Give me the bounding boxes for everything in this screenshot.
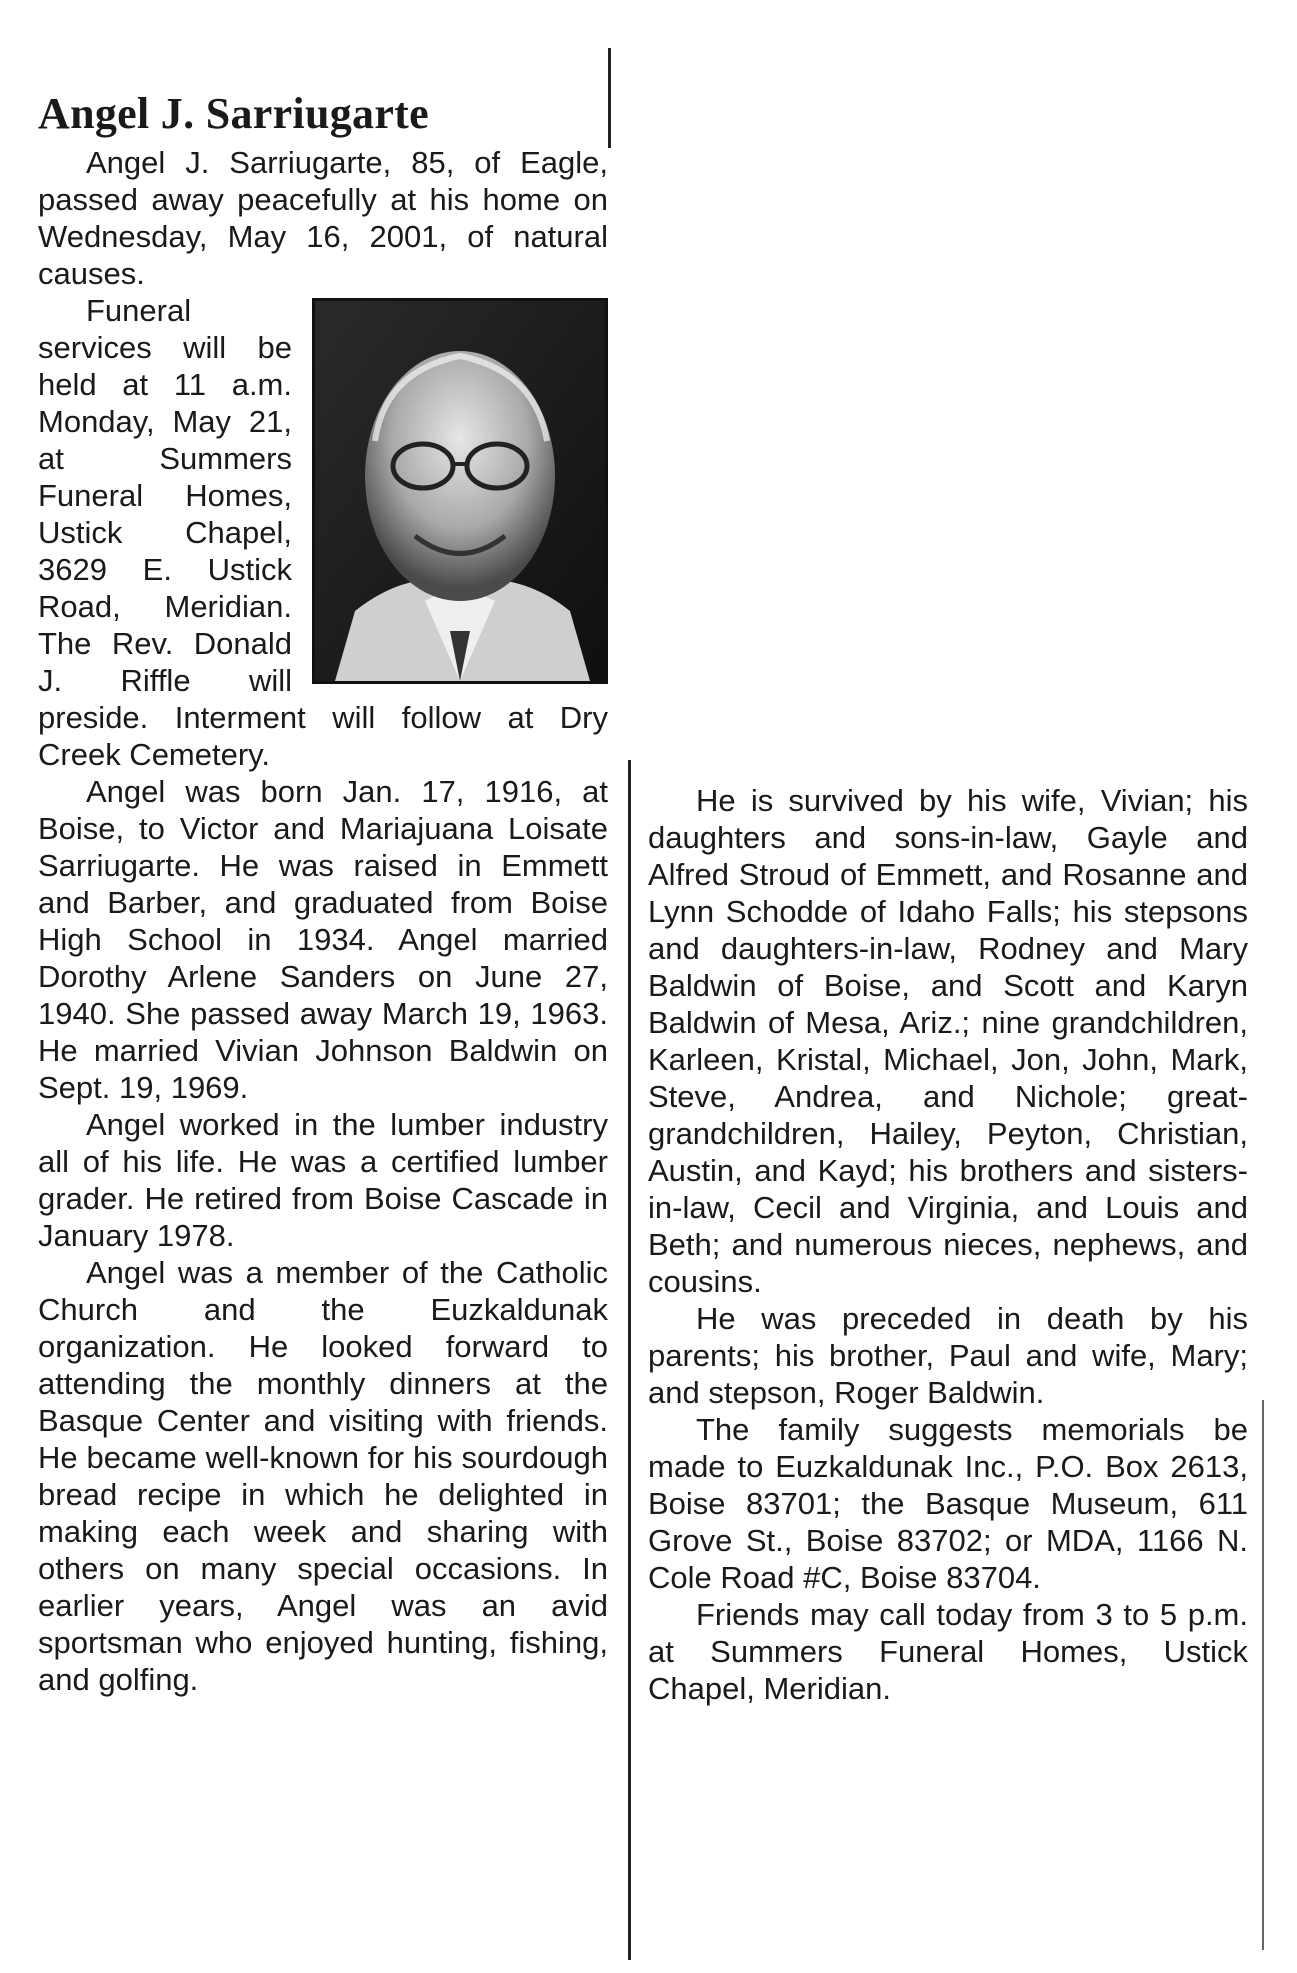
column-rule: [608, 48, 611, 148]
obituary-paragraph: He was preceded in death by his parents; his brother, Paul and wife, Mary; and stepson, Roger Baldwin.: [648, 1301, 1248, 1410]
obituary-paragraph: Angel worked in the lumber industry all of his life. He was a certified lumber grader. He retired from Boise Cascade in January 1978.: [38, 1107, 608, 1253]
obituary-paragraph: Friends may call today from 3 to 5 p.m. at Summers Funeral Homes, Ustick Chapel, Meridian.: [648, 1597, 1248, 1706]
obituary-paragraph: Funeral services will be held at 11 a.m. Monday, May 21, at Summers Funeral Homes, Ustick Chapel, 3629 E. Ustick Road, Meridian. The Rev. Donald J. Riffle will preside. Interment will follow at Dry Creek Cemetery.: [38, 293, 608, 772]
obituary-paragraph: The family suggests memorials be made to Euzkaldunak Inc., P.O. Box 2613, Boise 83701; the Basque Museum, 611 Grove St., Boise 83702; or MDA, 1166 N. Cole Road #C, Boise 83704.: [648, 1412, 1248, 1595]
obituary-paragraph: He is survived by his wife, Vivian; his daughters and sons-in-law, Gayle and Alfred Stroud of Emmett, and Rosanne and Lynn Schodde of Idaho Falls; his stepsons and daughters-in-law, Rodney and Mary Baldwin of Boise, and Scott and Karyn Baldwin of Mesa, Ariz.; nine grandchildren, Karleen, Kristal, Michael, Jon, John, Mark, Steve, Andrea, and Nichole; great-grandchildren, Hailey, Peyton, Christian, Austin, and Kayd; his brothers and sisters-in-law, Cecil and Virginia, and Louis and Beth; and numerous nieces, nephews, and cousins.: [648, 783, 1248, 1299]
obituary-headline: Angel J. Sarriugarte: [38, 89, 429, 138]
portrait-image: [315, 301, 605, 681]
obituary-column-1: [38, 88, 608, 1698]
portrait-photo: [312, 298, 608, 684]
column-rule: [628, 760, 631, 1960]
obituary-column-2: [648, 782, 1248, 1707]
obituary-paragraph: Angel was born Jan. 17, 1916, at Boise, to Victor and Mariajuana Loisate Sarriugarte. He was raised in Emmett and Barber, and graduated from Boise High School in 1934. Angel married Dorothy Arlene Sanders on June 27, 1940. She passed away March 19, 1963. He married Vivian Johnson Baldwin on Sept. 19, 1969.: [38, 774, 608, 1105]
photo-wrap-block: [38, 292, 608, 773]
column-rule: [1262, 1400, 1264, 1950]
obituary-paragraph: Angel J. Sarriugarte, 85, of Eagle, passed away peacefully at his home on Wednesday, May 16, 2001, of natural causes.: [38, 145, 608, 291]
obituary-paragraph: Angel was a member of the Catholic Church and the Euzkaldunak organization. He looked forward to attending the monthly dinners at the Basque Center and visiting with friends. He became well-known for his sourdough bread recipe in which he delighted in making each week and sharing with others on many special occasions. In earlier years, Angel was an avid sportsman who enjoyed hunting, fishing, and golfing.: [38, 1255, 608, 1697]
